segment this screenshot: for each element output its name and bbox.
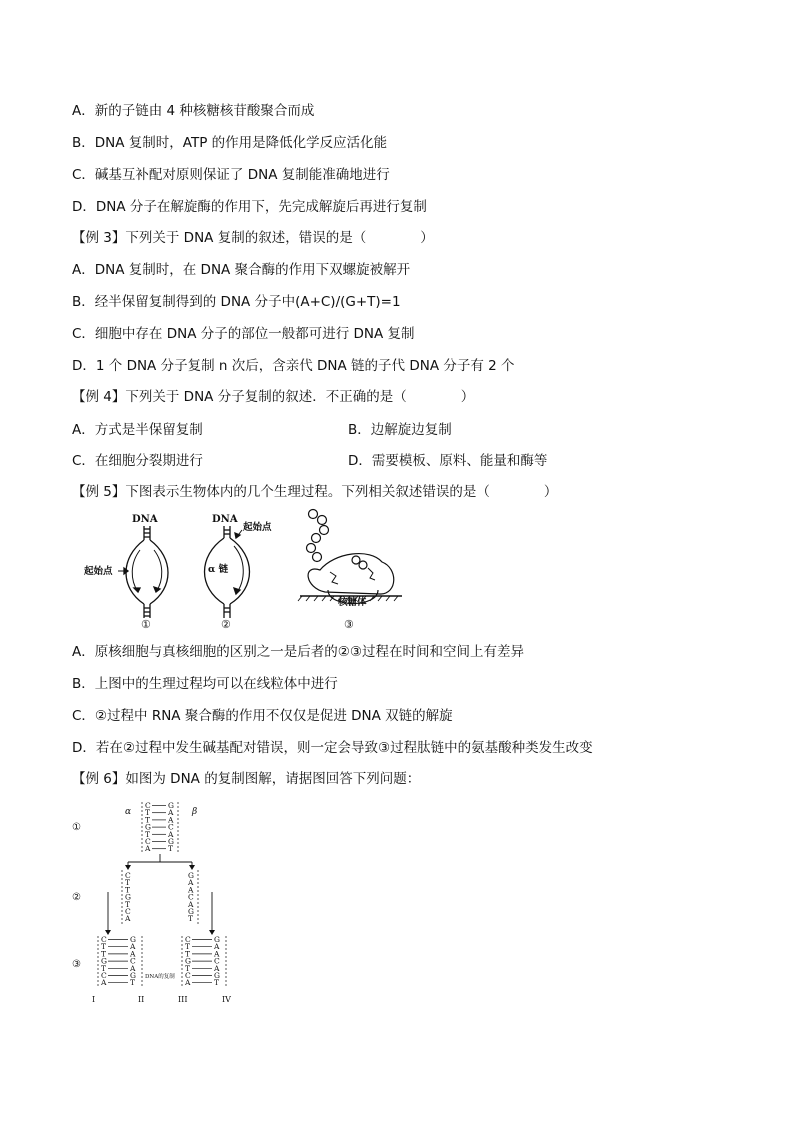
base-letter: A xyxy=(168,808,174,818)
base-letter: G xyxy=(130,935,136,944)
example-5-figure xyxy=(80,508,410,630)
base-letter: A xyxy=(130,963,136,973)
base-letter: G xyxy=(168,837,174,846)
roman-1: I xyxy=(92,995,96,1004)
base-letter: A xyxy=(214,942,220,952)
step-3-label: ③ xyxy=(72,959,81,970)
translation-diagram xyxy=(298,510,402,631)
base-letter: C xyxy=(145,801,151,810)
roman-2: II xyxy=(138,995,145,1004)
transcription-diagram xyxy=(205,514,273,630)
base-letter: T xyxy=(101,963,107,973)
replication-caption: DNA的复制 xyxy=(145,974,175,980)
base-letter: A xyxy=(188,878,194,888)
option-b: B．DNA 复制时，ATP 的作用是降低化学反应活化能 xyxy=(72,135,388,151)
base-letter: A xyxy=(125,914,131,924)
base-letter: A xyxy=(214,949,220,959)
base-letter: A xyxy=(188,899,194,909)
replication-bubble-diagram xyxy=(84,514,168,630)
example-6-stem: 【例 6】如图为 DNA 的复制图解，请据图回答下列问题： xyxy=(72,771,421,787)
base-letter: T xyxy=(185,942,191,952)
example-3-option-d: D．1 个 DNA 分子复制 n 次后，含亲代 DNA 链的子代 DNA 分子有 2 个 xyxy=(72,358,515,374)
base-letter: T xyxy=(168,844,174,854)
base-letter: A xyxy=(130,949,136,959)
roman-4: IV xyxy=(222,995,231,1004)
base-letter: G xyxy=(214,971,220,980)
option-c: C．碱基互补配对原则保证了 DNA 复制能准确地进行 xyxy=(72,167,390,183)
step-2-label: ② xyxy=(72,892,81,903)
step-1-label: ① xyxy=(72,822,81,833)
base-letter: T xyxy=(188,914,194,924)
base-letter: C xyxy=(145,837,151,846)
example-3-option-b: B．经半保留复制得到的 DNA 分子中(A+C)/(G+T)=1 xyxy=(72,294,401,310)
dna-label-2: DNA xyxy=(212,514,238,525)
process-number-2: ② xyxy=(221,618,231,630)
base-letter: A xyxy=(168,815,174,825)
base-letter: C xyxy=(125,871,131,880)
base-letter: T xyxy=(125,899,131,909)
example-3-stem: 【例 3】下列关于 DNA 复制的叙述，错误的是（ ） xyxy=(72,230,434,246)
example-4-option-c: C．在细胞分裂期进行 xyxy=(72,453,203,469)
example-4-stem: 【例 4】下列关于 DNA 分子复制的叙述．不正确的是（ ） xyxy=(72,389,475,405)
process-number-1: ① xyxy=(141,618,151,630)
base-letter: T xyxy=(101,942,107,952)
dna-label-1: DNA xyxy=(132,514,158,525)
base-letter: T xyxy=(125,878,131,888)
base-letter: G xyxy=(168,801,174,810)
example-5-option-b: B．上图中的生理过程均可以在线粒体中进行 xyxy=(72,676,338,692)
base-letter: C xyxy=(101,971,107,980)
example-3-option-c: C．细胞中存在 DNA 分子的部位一般都可进行 DNA 复制 xyxy=(72,326,415,342)
base-letter: A xyxy=(101,978,107,988)
roman-3: III xyxy=(178,995,188,1004)
base-letter: C xyxy=(214,956,220,966)
example-3-option-a: A．DNA 复制时，在 DNA 聚合酶的作用下双螺旋被解开 xyxy=(72,262,411,278)
base-letter: G xyxy=(214,935,220,944)
base-letter: A xyxy=(130,942,136,952)
base-letter: C xyxy=(188,892,194,902)
base-letter: C xyxy=(125,907,131,916)
base-letter: T xyxy=(185,949,191,959)
option-d: D．DNA 分子在解旋酶的作用下，先完成解旋后再进行复制 xyxy=(72,199,427,215)
base-letter: T xyxy=(145,815,151,825)
replication-strands xyxy=(98,801,226,988)
beta-strand-label: β xyxy=(192,807,198,817)
origin-label-left: 起始点 xyxy=(84,566,113,577)
base-letter: G xyxy=(188,907,194,916)
alpha-chain-label: α 链 xyxy=(208,564,229,575)
base-letter: T xyxy=(101,949,107,959)
example-5-option-c: C．②过程中 RNA 聚合酶的作用不仅仅是促进 DNA 双链的解旋 xyxy=(72,708,453,724)
example-6-figure xyxy=(70,792,260,1007)
alpha-strand-label: α xyxy=(125,807,132,817)
base-letter: T xyxy=(145,829,151,839)
base-letter: C xyxy=(185,935,191,944)
example-5-option-d: D．若在②过程中发生碱基配对错误，则一定会导致③过程肽链中的氨基酸种类发生改变 xyxy=(72,740,593,756)
base-letter: C xyxy=(168,822,174,832)
branch-arrows xyxy=(108,854,212,932)
example-5-stem: 【例 5】下图表示生物体内的几个生理过程。下列相关叙述错误的是（ ） xyxy=(72,484,558,500)
option-a: A．新的子链由 4 种核糖核苷酸聚合而成 xyxy=(72,103,315,119)
base-letter: T xyxy=(125,885,131,895)
origin-label-right: 起始点 xyxy=(243,522,272,533)
example-5-option-a: A．原核细胞与真核细胞的区别之一是后者的②③过程在时间和空间上有差异 xyxy=(72,644,524,660)
base-letter: T xyxy=(130,978,136,988)
base-letter: G xyxy=(145,822,151,832)
base-letter: C xyxy=(130,956,136,966)
base-letter: T xyxy=(185,963,191,973)
base-letter: G xyxy=(185,956,191,966)
base-letter: C xyxy=(185,971,191,980)
example-4-option-a: A．方式是半保留复制 xyxy=(72,422,203,438)
base-letter: G xyxy=(125,892,131,902)
base-letter: G xyxy=(188,871,194,880)
base-letter: T xyxy=(145,808,151,818)
base-letter: A xyxy=(168,829,174,839)
base-letter: A xyxy=(188,885,194,895)
example-4-option-d: D．需要模板、原料、能量和酶等 xyxy=(348,453,548,469)
base-letter: A xyxy=(214,963,220,973)
base-letter: T xyxy=(214,978,220,988)
ribosome-label: 核糖体 xyxy=(338,597,367,608)
base-letter: G xyxy=(101,956,107,966)
base-letter: A xyxy=(145,844,151,854)
base-letter: C xyxy=(101,935,107,944)
process-number-3: ③ xyxy=(344,618,354,630)
example-4-option-b: B．边解旋边复制 xyxy=(348,422,452,438)
base-letter: G xyxy=(130,971,136,980)
base-letter: A xyxy=(185,978,191,988)
